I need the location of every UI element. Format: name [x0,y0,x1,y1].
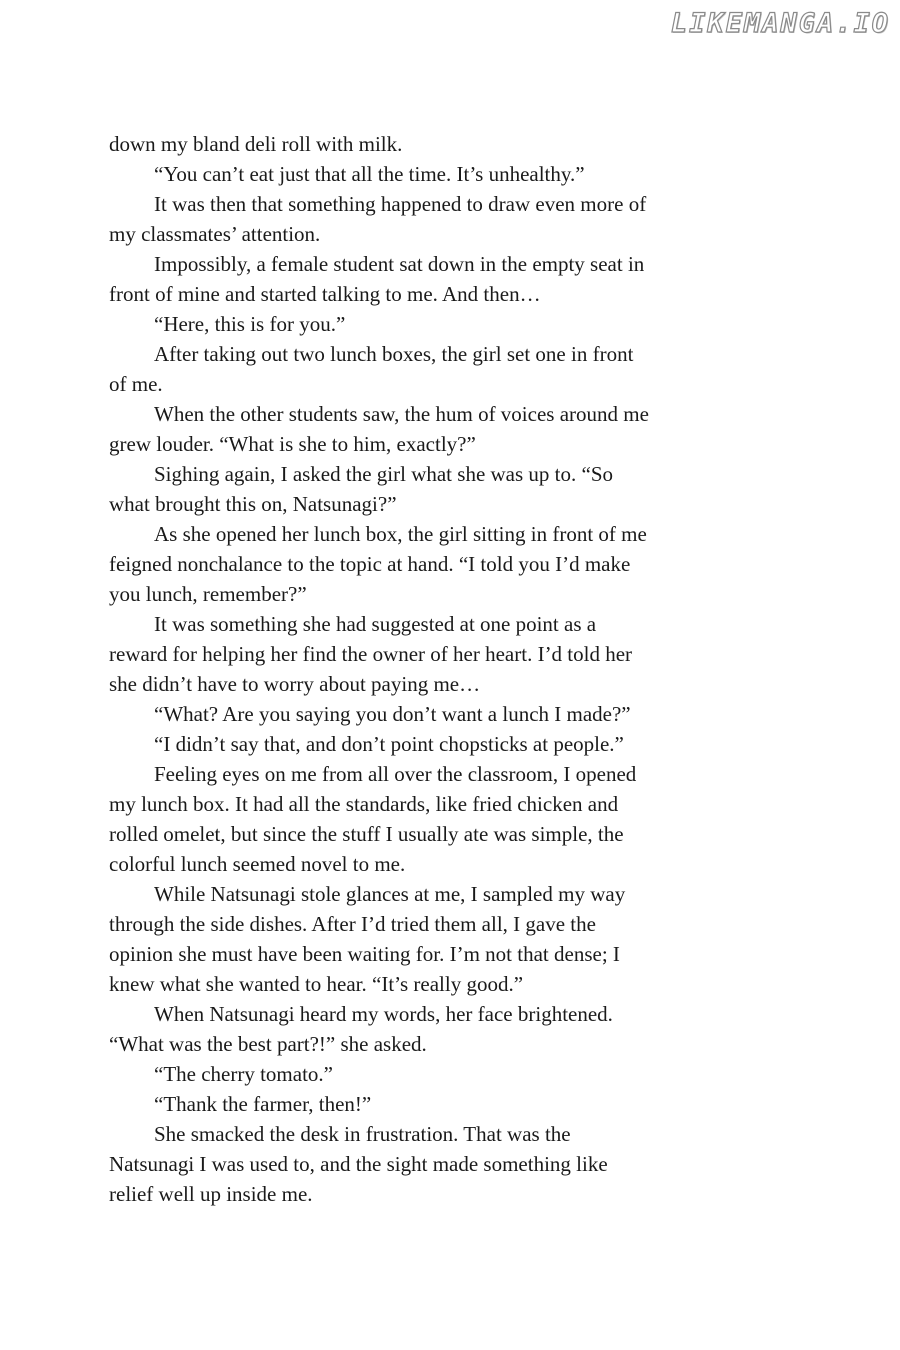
text-line: through the side dishes. After I’d tried them all, I gave the [109,912,596,936]
text-line: Natsunagi I was used to, and the sight made something like [109,1152,608,1176]
text-line: colorful lunch seemed novel to me. [109,852,406,876]
text-line: “Here, this is for you.” [154,312,346,336]
text-line: “Thank the farmer, then!” [154,1092,372,1116]
text-line: Sighing again, I asked the girl what she was up to. “So [154,462,614,486]
text-line: “The cherry tomato.” [154,1062,333,1086]
text-line: “What? Are you saying you don’t want a lunch I made?” [154,702,631,726]
text-line: you lunch, remember?” [109,582,307,606]
text-line: While Natsunagi stole glances at me, I sampled my way [154,882,626,906]
text-line: “You can’t eat just that all the time. It’s unhealthy.” [154,162,585,186]
page-body-text [109,129,709,1209]
text-line: feigned nonchalance to the topic at hand. “I told you I’d make [109,552,631,576]
text-line: my classmates’ attention. [109,222,321,246]
text-line: Feeling eyes on me from all over the classroom, I opened [154,762,637,786]
text-line: reward for helping her find the owner of her heart. I’d told her [109,642,633,666]
text-line: As she opened her lunch box, the girl sitting in front of me [154,522,647,546]
text-line: my lunch box. It had all the standards, like fried chicken and [109,792,619,816]
site-watermark: LIKEMANGA.IO [670,8,890,39]
text-line: It was then that something happened to draw even more of [154,192,647,216]
text-line: When Natsunagi heard my words, her face brightened. [154,1002,613,1026]
text-line: of me. [109,372,163,396]
text-line: “I didn’t say that, and don’t point chopsticks at people.” [154,732,624,756]
text-line: When the other students saw, the hum of voices around me [154,402,649,426]
text-line: relief well up inside me. [109,1182,313,1206]
text-line: opinion she must have been waiting for. I’m not that dense; I [109,942,620,966]
text-line: She smacked the desk in frustration. That was the [154,1122,571,1146]
text-line: “What was the best part?!” she asked. [109,1032,427,1056]
text-line: down my bland deli roll with milk. [109,132,403,156]
text-line: front of mine and started talking to me. And then… [109,282,541,306]
text-line: After taking out two lunch boxes, the girl set one in front [154,342,634,366]
text-line: Impossibly, a female student sat down in the empty seat in [154,252,645,276]
text-line: she didn’t have to worry about paying me… [109,672,481,696]
text-line: rolled omelet, but since the stuff I usually ate was simple, the [109,822,624,846]
text-line: It was something she had suggested at one point as a [154,612,597,636]
text-line: grew louder. “What is she to him, exactly?” [109,432,476,456]
text-line: knew what she wanted to hear. “It’s really good.” [109,972,524,996]
text-line: what brought this on, Natsunagi?” [109,492,397,516]
